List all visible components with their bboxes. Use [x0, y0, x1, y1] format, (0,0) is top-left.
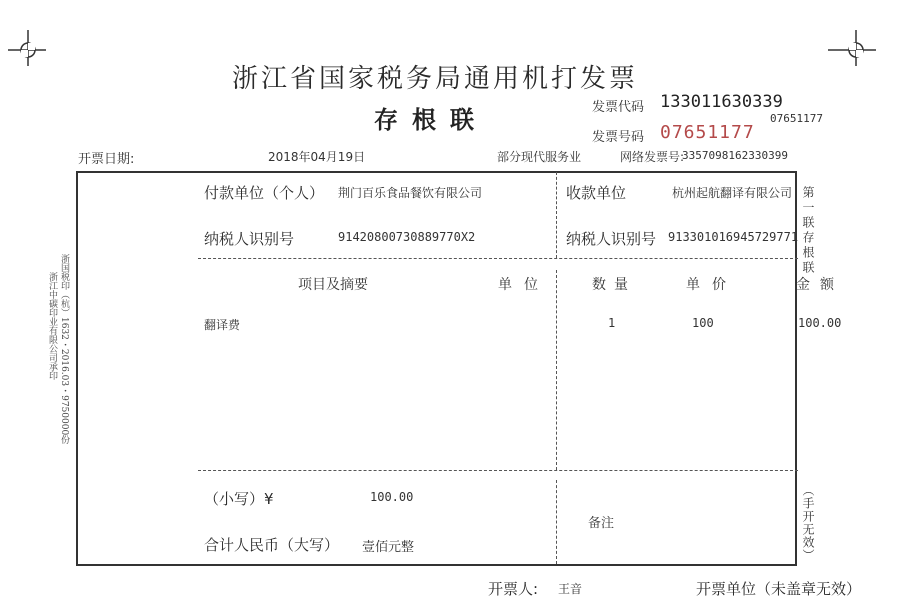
- payee-label: 收款单位: [566, 184, 627, 202]
- payer-label: 付款单位（个人）: [204, 184, 325, 202]
- invoice-number-value: 07651177: [660, 122, 755, 143]
- copy-label-vertical: 第一联存根联: [801, 186, 815, 276]
- table-row-amount: 100.00: [798, 316, 842, 330]
- crop-mark-top-right: [826, 28, 878, 68]
- handwritten-invalid-note: （手开无效）: [801, 484, 815, 562]
- payee-tax-id: 913301016945729771: [668, 230, 799, 244]
- invoice-title: 浙江省国家税务局通用机打发票: [232, 64, 639, 94]
- col-header-item: 项目及摘要: [298, 277, 368, 293]
- payer-tax-id: 91420800730889770X2: [338, 230, 476, 244]
- col-header-amount: 金额: [796, 277, 844, 293]
- col-header-unit: 单位: [498, 277, 550, 293]
- col-header-qty: 数量: [592, 277, 636, 293]
- invoice-code-small: 07651177: [770, 112, 823, 125]
- issue-date-value: 2018年04月19日: [268, 150, 366, 164]
- left-stamp-line-2: 浙江中碳印业有限公司承印: [47, 272, 57, 380]
- drawer-name: 王音: [558, 582, 583, 596]
- table-row-price: 100: [692, 316, 714, 330]
- invoice-code-value: 133011630339: [660, 92, 783, 112]
- total-small-label: （小写）¥: [204, 490, 274, 508]
- network-invoice-value: 3357098162330399: [682, 149, 788, 162]
- table-row-item: 翻译费: [204, 318, 241, 332]
- drawer-label: 开票人:: [488, 580, 539, 598]
- total-small-value: 100.00: [370, 490, 414, 504]
- payee-name: 杭州起航翻译有限公司: [672, 186, 793, 200]
- col-header-price: 单价: [686, 277, 738, 293]
- payee-tax-label: 纳税人识别号: [566, 230, 657, 248]
- crop-mark-top-left: [6, 28, 48, 68]
- payer-tax-label: 纳税人识别号: [204, 230, 295, 248]
- issuing-unit-label: 开票单位（未盖章无效）: [696, 580, 862, 598]
- table-row-qty: 1: [608, 316, 616, 330]
- service-type: 部分现代服务业: [497, 150, 582, 164]
- items-column-split: [556, 270, 557, 470]
- remark-label: 备注: [588, 516, 615, 531]
- items-totals-divider: [198, 470, 798, 471]
- total-big-value: 壹佰元整: [362, 540, 415, 555]
- invoice-code-label: 发票代码: [592, 100, 645, 115]
- invoice-subtitle: 存根联: [374, 106, 488, 134]
- invoice-number-label: 发票号码: [592, 130, 645, 145]
- total-big-label: 合计人民币（大写）: [204, 536, 340, 554]
- payer-name: 荆门百乐食品餐饮有限公司: [338, 186, 483, 200]
- left-stamp-line-1: 浙国税印（杭）1632・2016.03・9750000份: [59, 254, 69, 445]
- payer-payee-split: [556, 172, 557, 258]
- network-invoice-label: 网络发票号:: [620, 150, 685, 164]
- payer-payee-divider: [198, 258, 798, 259]
- totals-remark-split: [556, 480, 557, 564]
- issue-date-label: 开票日期:: [78, 152, 135, 167]
